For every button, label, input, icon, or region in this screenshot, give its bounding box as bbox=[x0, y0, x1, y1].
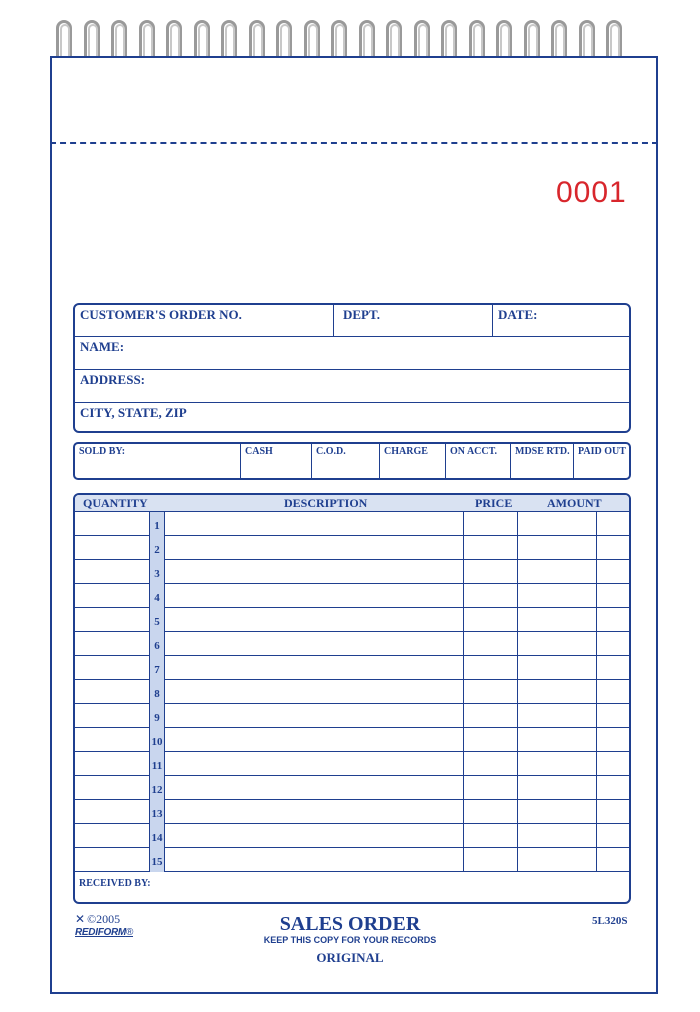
table-row bbox=[75, 824, 629, 848]
table-row bbox=[75, 680, 629, 704]
divider bbox=[333, 305, 334, 337]
cash-label: CASH bbox=[245, 446, 273, 457]
table-row bbox=[75, 560, 629, 584]
cod-label: C.O.D. bbox=[316, 446, 346, 457]
line-number: 11 bbox=[149, 752, 165, 776]
line-number: 12 bbox=[149, 776, 165, 800]
table-row bbox=[75, 752, 629, 776]
city-label: CITY, STATE, ZIP bbox=[80, 405, 187, 420]
table-row bbox=[75, 632, 629, 656]
divider bbox=[492, 305, 493, 337]
line-number: 5 bbox=[149, 608, 165, 632]
mdse-rtd-cell bbox=[510, 444, 573, 478]
amount-header: AMOUNT bbox=[547, 496, 602, 510]
table-row bbox=[75, 608, 629, 632]
paid-out-cell bbox=[573, 444, 629, 478]
table-row bbox=[75, 656, 629, 680]
city-row bbox=[75, 403, 629, 433]
amount-column-line bbox=[517, 512, 518, 872]
address-row bbox=[75, 370, 629, 403]
form-number: 0001 bbox=[556, 176, 627, 209]
items-table bbox=[73, 493, 631, 904]
order-no-label: CUSTOMER'S ORDER NO. bbox=[80, 307, 242, 322]
payment-box bbox=[73, 442, 631, 480]
table-row bbox=[75, 728, 629, 752]
copyright: ©2005 bbox=[87, 912, 121, 926]
table-row bbox=[75, 848, 629, 872]
table-row bbox=[75, 584, 629, 608]
line-number: 8 bbox=[149, 680, 165, 704]
registered-mark: ® bbox=[125, 927, 134, 938]
line-number: 10 bbox=[149, 728, 165, 752]
form-title: SALES ORDER bbox=[279, 913, 421, 935]
sold-by-cell bbox=[75, 444, 240, 478]
line-number: 2 bbox=[149, 536, 165, 560]
table-row bbox=[75, 800, 629, 824]
table-row bbox=[75, 512, 629, 536]
name-row bbox=[75, 337, 629, 370]
brand-text: REDIFORM bbox=[75, 927, 126, 938]
mdse-rtd-label: MDSE RTD. bbox=[515, 446, 570, 457]
paid-out-label: PAID OUT bbox=[578, 446, 626, 457]
price-column-line bbox=[463, 512, 464, 872]
line-number: 9 bbox=[149, 704, 165, 728]
rediform-logo-icon: ✕ bbox=[75, 912, 86, 926]
quantity-header: QUANTITY bbox=[83, 496, 148, 510]
table-row bbox=[75, 776, 629, 800]
received-by-label: RECEIVED BY: bbox=[79, 878, 151, 889]
line-number: 1 bbox=[149, 512, 165, 536]
charge-cell bbox=[379, 444, 445, 478]
copy-label: ORIGINAL bbox=[316, 950, 384, 965]
form-subtitle: KEEP THIS COPY FOR YOUR RECORDS bbox=[263, 935, 437, 945]
line-number: 15 bbox=[149, 848, 165, 872]
form-code: 5L320S bbox=[592, 915, 628, 927]
name-label: NAME: bbox=[80, 339, 125, 354]
address-label: ADDRESS: bbox=[80, 372, 146, 387]
dept-label: DEPT. bbox=[343, 307, 380, 322]
order-row bbox=[75, 305, 629, 337]
table-row bbox=[75, 536, 629, 560]
items-header bbox=[75, 495, 629, 512]
cash-cell bbox=[240, 444, 311, 478]
on-acct-cell bbox=[445, 444, 510, 478]
line-number: 7 bbox=[149, 656, 165, 680]
sold-by-label: SOLD BY: bbox=[79, 446, 126, 457]
description-header: DESCRIPTION bbox=[284, 496, 368, 510]
perforation-line bbox=[50, 142, 658, 144]
line-number: 4 bbox=[149, 584, 165, 608]
price-header: PRICE bbox=[475, 496, 513, 510]
line-number: 6 bbox=[149, 632, 165, 656]
cents-column-line bbox=[596, 512, 597, 872]
customer-info-box bbox=[73, 303, 631, 433]
table-row bbox=[75, 704, 629, 728]
charge-label: CHARGE bbox=[384, 446, 428, 457]
line-number: 14 bbox=[149, 824, 165, 848]
line-number: 3 bbox=[149, 560, 165, 584]
cod-cell bbox=[311, 444, 379, 478]
on-acct-label: ON ACCT. bbox=[450, 446, 498, 457]
line-number: 13 bbox=[149, 800, 165, 824]
date-label: DATE: bbox=[498, 307, 538, 322]
